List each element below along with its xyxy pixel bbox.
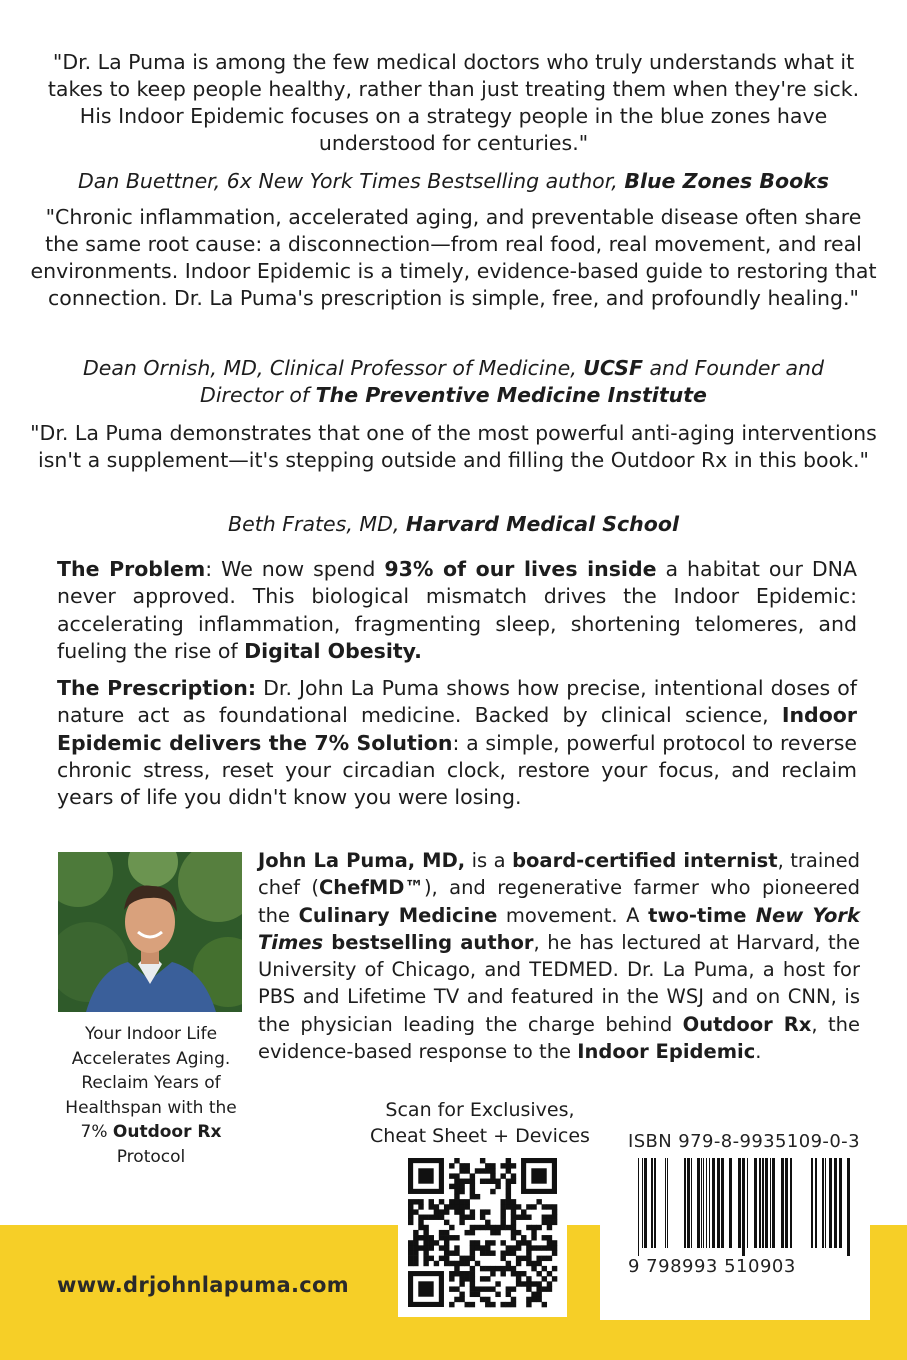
- caption-line: Reclaim Years of: [81, 1073, 221, 1093]
- testimonial-quote-2: "Chronic inflammation, accelerated aging, and preventable disease often share the same root cause: a disconnection—from real food, real movement, and real environments. Indoor Epidemic is a timely, evidence-based guide to restoring that connection. Dr. La Puma's prescription is simple, free, and profoundly healing.": [30, 205, 877, 310]
- barcode-digits: 9 798993 510903: [628, 1256, 796, 1277]
- testimonial-attribution-3: Beth Frates, MD, Harvard Medical School: [228, 512, 679, 536]
- testimonial-quote-3: "Dr. La Puma demonstrates that one of the most powerful anti-aging interventions isn't a supplement—it's stepping outside and filling the Outdoor Rx in this book.": [30, 421, 877, 472]
- testimonial-quote-1: "Dr. La Puma is among the few medical doctors who truly understands what it takes to keep people healthy, rather than just treating them when they're sick. His Indoor Epidemic focuses on a strategy people in the blue zones have understood for centuries.": [47, 50, 860, 155]
- photo-caption: [56, 1022, 246, 1169]
- isbn-barcode: [600, 1124, 870, 1320]
- website-url[interactable]: www.drjohnlapuma.com: [57, 1273, 349, 1297]
- problem-paragraph: The Problem: We now spend 93% of our lives inside a habitat our DNA never approved. This biological mismatch drives the Indoor Epidemic: accelerating inflammation, fragmenting sleep, shortening telomeres, and fueling the rise of Digital Obesity.: [57, 557, 858, 663]
- isbn-number: ISBN 979-8-9935109-0-3: [628, 1131, 860, 1152]
- caption-line: 7% Outdoor Rx: [80, 1122, 222, 1142]
- scan-line: Scan for Exclusives,: [385, 1099, 575, 1121]
- scan-line: Cheat Sheet + Devices: [370, 1125, 590, 1147]
- caption-line: Your Indoor Life: [84, 1024, 218, 1044]
- caption-line: Protocol: [116, 1146, 186, 1167]
- prescription-paragraph: The Prescription: Dr. John La Puma shows how precise, intentional doses of nature act as foundational medicine. Backed by clinical science, Indoor Epidemic delivers the 7% Solution: a simple, powerful protocol to reverse chronic stress, reset your circadian clock, restore your focus, and reclaim years of life you didn't know you were losing.: [57, 676, 857, 810]
- caption-line: Accelerates Aging.: [71, 1048, 231, 1069]
- author-photo: [58, 852, 242, 1012]
- testimonial-attribution-2: Dean Ornish, MD, Clinical Professor of Medicine, UCSF and Founder and Director of The Preventive Medicine Institute: [82, 356, 825, 407]
- caption-line: Healthspan with the: [65, 1097, 237, 1118]
- author-bio: John La Puma, MD, is a board-certified internist, trained chef (ChefMD™), and regenerative farmer who pioneered the Culinary Medicine movement. A two-time New York Times bestselling author, he has lectured at Harvard, the University of Chicago, and TEDMED. Dr. La Puma, a host for PBS and Lifetime TV and featured in the WSJ and on CNN, is the physician leading the charge behind Outdoor Rx, the evidence-based response to the Indoor Epidemic.: [258, 849, 861, 1064]
- scan-label: [360, 1097, 600, 1149]
- qr-code[interactable]: [398, 1148, 567, 1317]
- testimonial-attribution-1: Dan Buettner, 6x New York Times Bestselling author, Blue Zones Books: [77, 169, 830, 193]
